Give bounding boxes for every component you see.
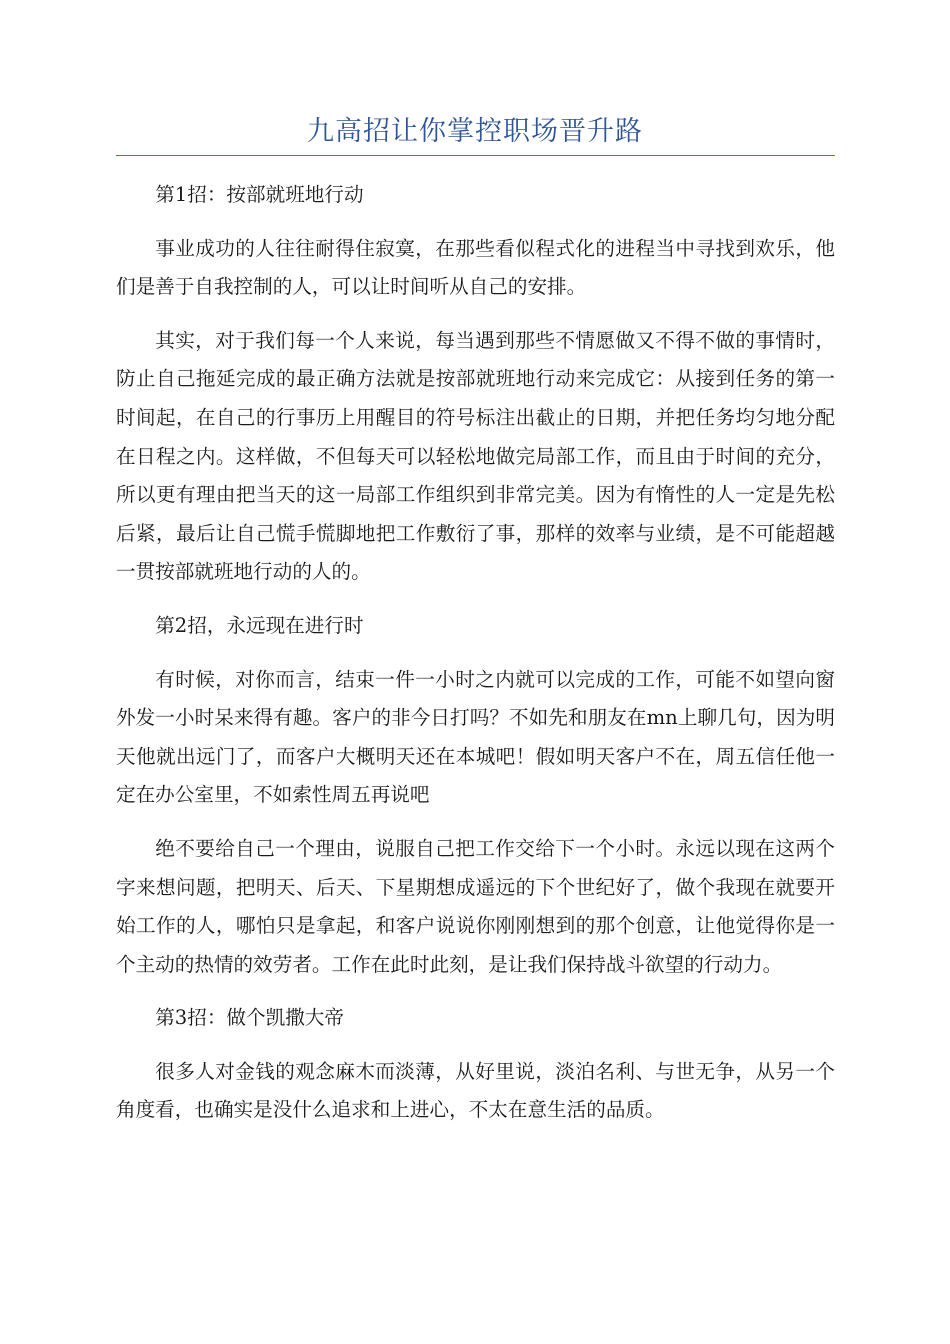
document-title: 九高招让你掌控职场晋升路 [307,116,643,147]
paragraph: 有时候，对你而言，结束一件一小时之内就可以完成的工作，可能不如望向窗外发一小时呆来得有趣。客户的非今日打吗？不如先和朋友在mn上聊几句，因为明天他就出远门了，而客户大概明天还在本城吧！假如明天客户不在，周五信任他一定在办公室里，不如索性周五再说吧 [116,667,835,807]
paragraph: 事业成功的人往往耐得住寂寞，在那些看似程式化的进程当中寻找到欢乐，他们是善于自我控制的人，可以让时间听从自己的安排。 [116,236,835,299]
paragraph: 很多人对金钱的观念麻木而淡薄，从好里说，淡泊名利、与世无争，从另一个角度看，也确实是没什么追求和上进心，不太在意生活的品质。 [116,1059,835,1122]
paragraph: 绝不要给自己一个理由，说服自己把工作交给下一个小时。永远以现在这两个字来想问题，把明天、后天、下星期想成遥远的下个世纪好了，做个我现在就要开始工作的人，哪怕只是拿起，和客户说说你刚刚想到的那个创意，让他觉得你是一个主动的热情的效劳者。工作在此时此刻，是让我们保持战斗欲望的行动力。 [116,836,835,976]
heading-tip-1: 第1招：按部就班地行动 [155,183,364,206]
title-underline [116,155,835,156]
heading-tip-2: 第2招，永远现在进行时 [155,613,364,637]
heading-tip-3: 第3招：做个凯撒大帝 [155,1006,344,1030]
paragraph: 其实，对于我们每一个人来说，每当遇到那些不情愿做又不得不做的事情时，防止自己拖延完成的最正确方法就是按部就班地行动来完成它：从接到任务的第一时间起，在自己的行事历上用醒目的符号标注出截止的日期，并把任务均匀地分配在日程之内。这样做，不但每天可以轻松地做完局部工作，而且由于时间的充分，所以更有理由把当天的这一局部工作组织到非常完美。因为有惰性的人一定是先松后紧，最后让自己慌手慌脚地把工作敷衍了事，那样的效率与业绩，是不可能超越一贯按部就班地行动的人的。 [116,328,835,584]
document-body [116,176,835,1145]
